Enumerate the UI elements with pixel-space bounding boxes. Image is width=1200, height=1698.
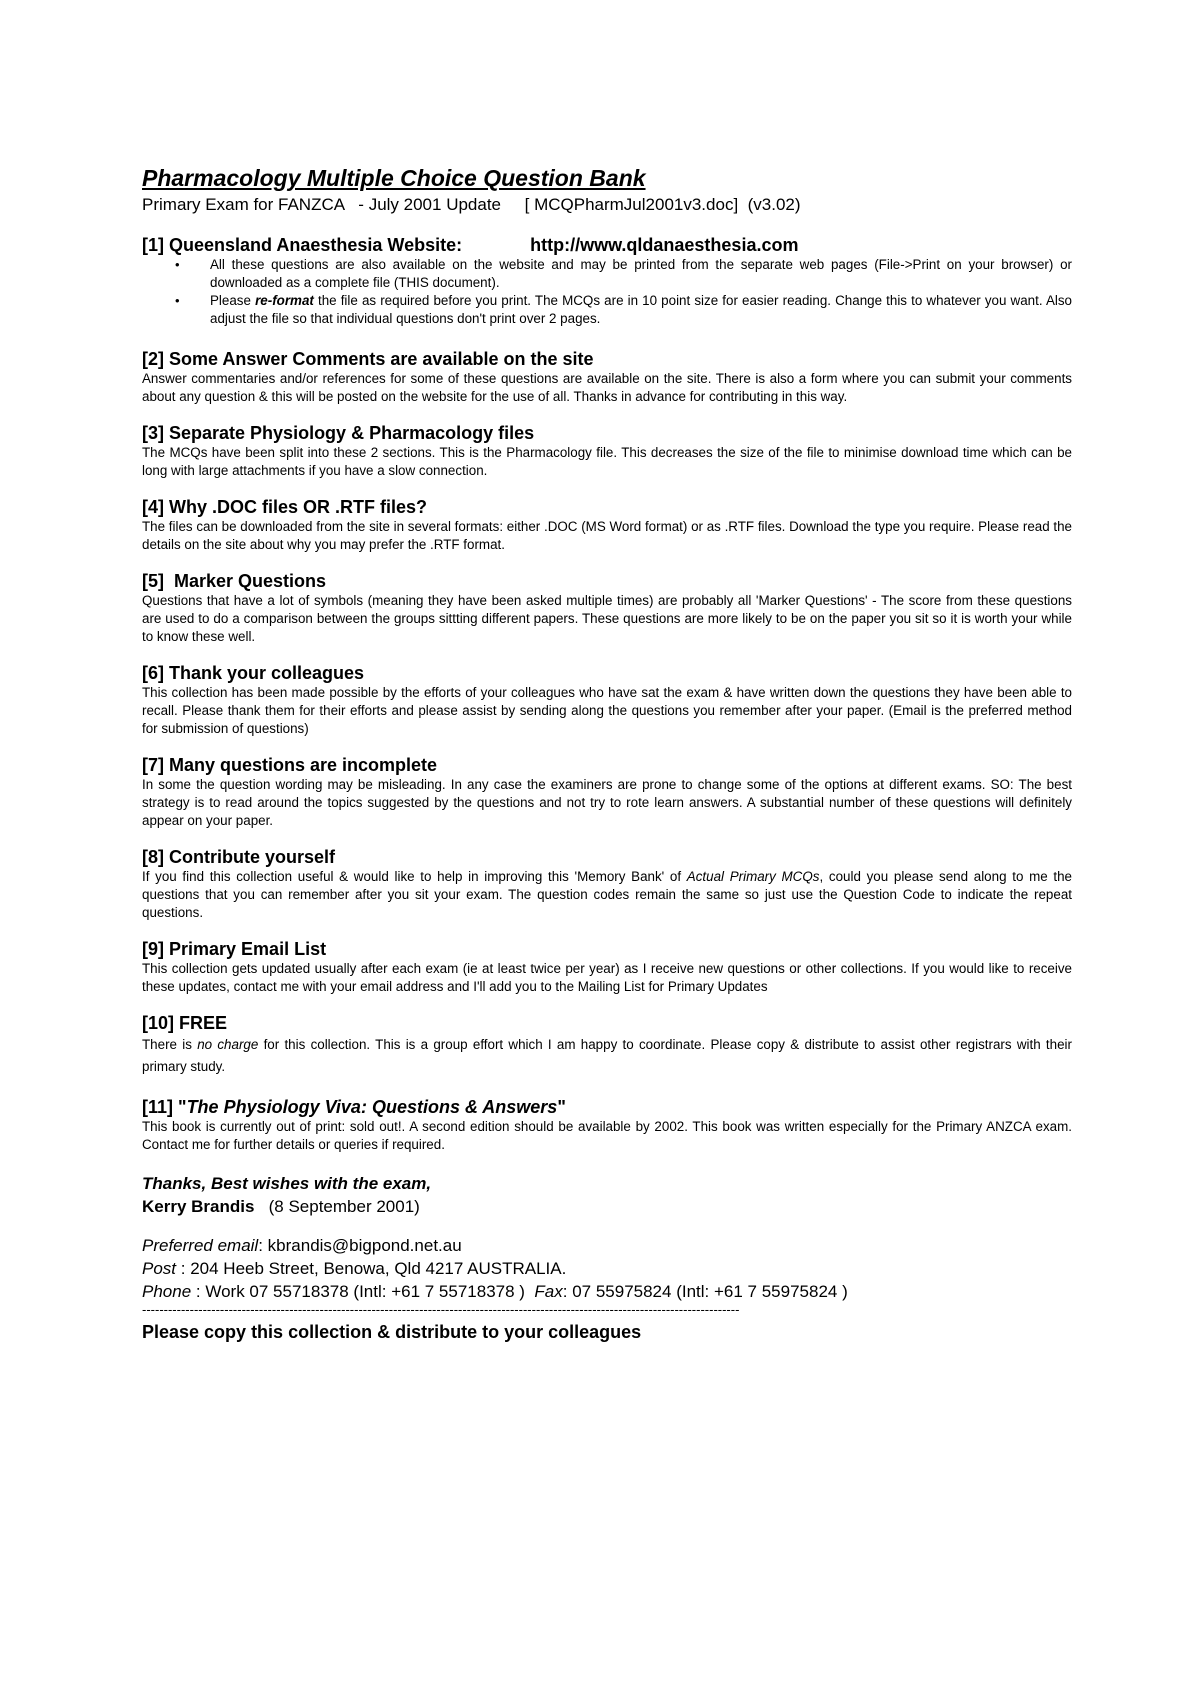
phone-label: Phone [142,1282,192,1301]
section-3 [142,422,1072,480]
email-label: Preferred email [142,1236,259,1255]
heading-text: " [557,1097,566,1117]
section-8 [142,846,1072,922]
section-5 [142,570,1072,646]
bullet-emphasis: re-format [255,293,314,308]
contact-block [142,1234,1072,1303]
section-2 [142,348,1072,406]
section-11-heading [142,1096,1072,1118]
contact-email [142,1234,1072,1257]
section-4 [142,496,1072,554]
section-9-body: This collection gets updated usually after each exam (ie at least twice per year) as I receive new questions or other collections. If you would like to receive these updates, contact me with your email address and I'll add you to the Mailing List for Primary Updates [142,961,1072,994]
section-6-body: This collection has been made possible by the efforts of your colleagues who have sat the exam & have written down the questions they have been able to recall. Please thank them for their efforts and please assist by sending along the questions you remember after your paper. (Email is the preferred method for submission of questions) [142,685,1072,736]
section-9 [142,938,1072,996]
signoff-author-line [142,1195,1072,1218]
section-3-heading: [3] Separate Physiology & Pharmacology files [142,423,535,443]
author-name: Kerry Brandis [142,1197,255,1216]
section-8-body [142,868,1072,922]
body-text: There is [142,1037,198,1052]
document-page [142,164,1072,1344]
body-text: for this collection. This is a group effort which I am happy to coordinate. Please copy & distribute to assist other registrars with their primary study. [142,1037,1072,1074]
body-text: If you find this collection useful & would like to help in improving this 'Memory Bank' of [142,869,687,884]
section-6 [142,662,1072,738]
divider-line: ------------------------------------------------------------------------------------------------------------------------------------------ [142,1303,740,1317]
section-1-heading [142,234,1072,256]
fax-label: Fax [534,1282,563,1301]
list-item [210,292,1072,328]
section-4-heading: [4] Why .DOC files OR .RTF files? [142,497,428,517]
section-4-body: The files can be downloaded from the site in several formats: either .DOC (MS Word format) or as .RTF files. Download the type you require. Please read the details on the site about why you may prefer the .RTF format. [142,519,1072,552]
contact-phone [142,1280,1072,1303]
section-5-heading: [5] Marker Questions [142,571,327,591]
signoff [142,1172,1072,1218]
section-7-body: In some the question wording may be misleading. In any case the examiners are prone to change some of the options at different exams. SO: The best strategy is to read around the topics suggested by the questions and not try to rote learn answers. A substantial number of these questions will definitely appear on your paper. [142,777,1072,828]
post-label: Post [142,1259,177,1278]
document-title: Pharmacology Multiple Choice Question Bank [142,165,646,191]
document-subtitle: Primary Exam for FANZCA - July 2001 Update [ MCQPharmJul2001v3.doc] (v3.02) [142,195,801,214]
website-url[interactable]: http://www.qldanaesthesia.com [530,235,799,255]
section-6-heading: [6] Thank your colleagues [142,663,365,683]
section-11-body: This book is currently out of print: sold out!. A second edition should be available by 2002. This book was written especially for the Primary ANZCA exam. Contact me for further details or queries if required. [142,1119,1072,1152]
section-1-bullet-list [142,256,1072,328]
section-7 [142,754,1072,830]
bullet-text: Please [210,293,256,308]
body-emphasis: Actual Primary MCQs [686,869,820,884]
book-title: The Physiology Viva: Questions & Answers [186,1097,558,1117]
body-text: , could you please send along to me the questions that you can remember after you sit your exam. The question codes remain the same so just use the Question Code to indicate the repeat questions. [142,869,1072,920]
footer-note: Please copy this collection & distribute to your colleagues [142,1322,642,1342]
section-2-body: Answer commentaries and/or references for some of these questions are available on the site. There is also a form where you can submit your comments about any question & this will be posted on the website for the use of all. Thanks in advance for contributing in this way. [142,371,1072,404]
list-item: • All these questions are also available on the website and may be printed from the separate web pages (File->Print on your browser) or downloaded as a complete file (THIS document). [210,256,1072,292]
section-9-heading: [9] Primary Email List [142,939,327,959]
section-10-heading: [10] FREE [142,1013,228,1033]
fax-value: : 07 55975824 (Intl: +61 7 55975824 ) [562,1282,848,1301]
phone-value: : Work 07 55718378 (Intl: +61 7 55718378 ) [191,1282,535,1301]
heading-text: [11] " [142,1097,187,1117]
email-value[interactable]: : kbrandis@bigpond.net.au [258,1236,462,1255]
section-7-heading: [7] Many questions are incomplete [142,755,438,775]
contact-post [142,1257,1072,1280]
section-2-heading: [2] Some Answer Comments are available on the site [142,349,594,369]
section-1-heading-text: [1] Queensland Anaesthesia Website: [142,235,463,255]
signoff-thanks: Thanks, Best wishes with the exam, [142,1174,432,1193]
body-emphasis: no charge [197,1037,259,1052]
post-value: : 204 Heeb Street, Benowa, Qld 4217 AUSTRALIA. [176,1259,567,1278]
section-3-body: The MCQs have been split into these 2 sections. This is the Pharmacology file. This decreases the size of the file to minimise download time which can be long with large attachments if you have a slow connection. [142,445,1072,478]
signoff-date: (8 September 2001) [254,1197,420,1216]
section-5-body: Questions that have a lot of symbols (meaning they have been asked multiple times) are probably all 'Marker Questions' - The score from these questions are used to do a comparison between the groups sittting different papers. These questions are more likely to be on the paper you sit so it is worth your while to know these well. [142,593,1072,644]
section-8-heading: [8] Contribute yourself [142,847,336,867]
section-1 [142,234,1072,328]
section-10-body [142,1034,1072,1078]
bullet-text: the file as required before you print. The MCQs are in 10 point size for easier reading. Change this to whatever you want. Also adjust the file so that individual questions don't print over 2 pages. [210,293,1072,326]
section-11 [142,1096,1072,1154]
section-10 [142,1012,1072,1078]
